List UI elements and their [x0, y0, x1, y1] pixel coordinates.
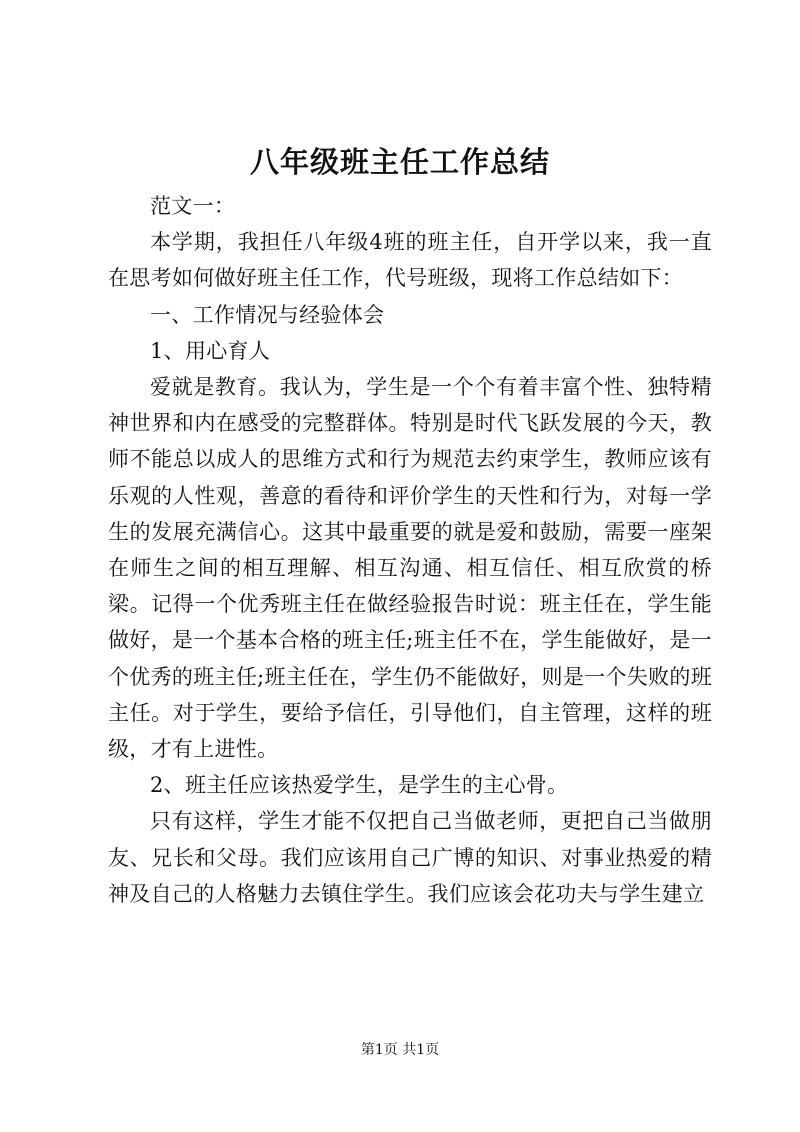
paragraph-sample-label: 范文一：: [150, 194, 236, 218]
paragraph-intro: 本学期，我担任八年级4班的班主任，自开学以来，我一直在思考如何做好班主任工作，代号班级，现将工作总结如下：: [108, 230, 712, 291]
subheading-1: 1、用心育人: [150, 338, 271, 363]
document-title: 八年级班主任工作总结: [249, 145, 550, 179]
paragraph-teacher-role: 只有这样，学生才能不仅把自己当做老师，更把自己当做朋友、兄长和父母。我们应该用自己广博的知识、对事业热爱的精神及自己的人格魅力去镇住学生。我们应该会花功夫与学生建立: [108, 809, 712, 906]
page-footer: 第1页 共1页: [360, 1042, 440, 1058]
document-body: [108, 188, 712, 912]
subheading-2: 2、班主任应该热爱学生，是学生的主心骨。: [150, 773, 569, 798]
section-heading: 一、工作情况与经验体会: [150, 302, 385, 327]
paragraph-love-education: 爱就是教育。我认为，学生是一个个有着丰富个性、独特精神世界和内在感受的完整群体。特别是时代飞跃发展的今天，教师不能总以成人的思维方式和行为规范去约束学生，教师应该有乐观的人性观，善意的看待和评价学生的天性和行为，对每一学生的发展充满信心。这其中最重要的就是爱和鼓励，需要一座架在师生之间的相互理解、相互沟通、相互信任、相互欣赏的桥梁。记得一个优秀班主任在做经验报告时说：班主任在，学生能做好，是一个基本合格的班主任;班主任不在，学生能做好，是一个优秀的班主任;班主任在，学生仍不能做好，则是一个失败的班主任。对于学生，要给予信任，引导他们，自主管理，这样的班级，才有上进性。: [108, 375, 712, 762]
